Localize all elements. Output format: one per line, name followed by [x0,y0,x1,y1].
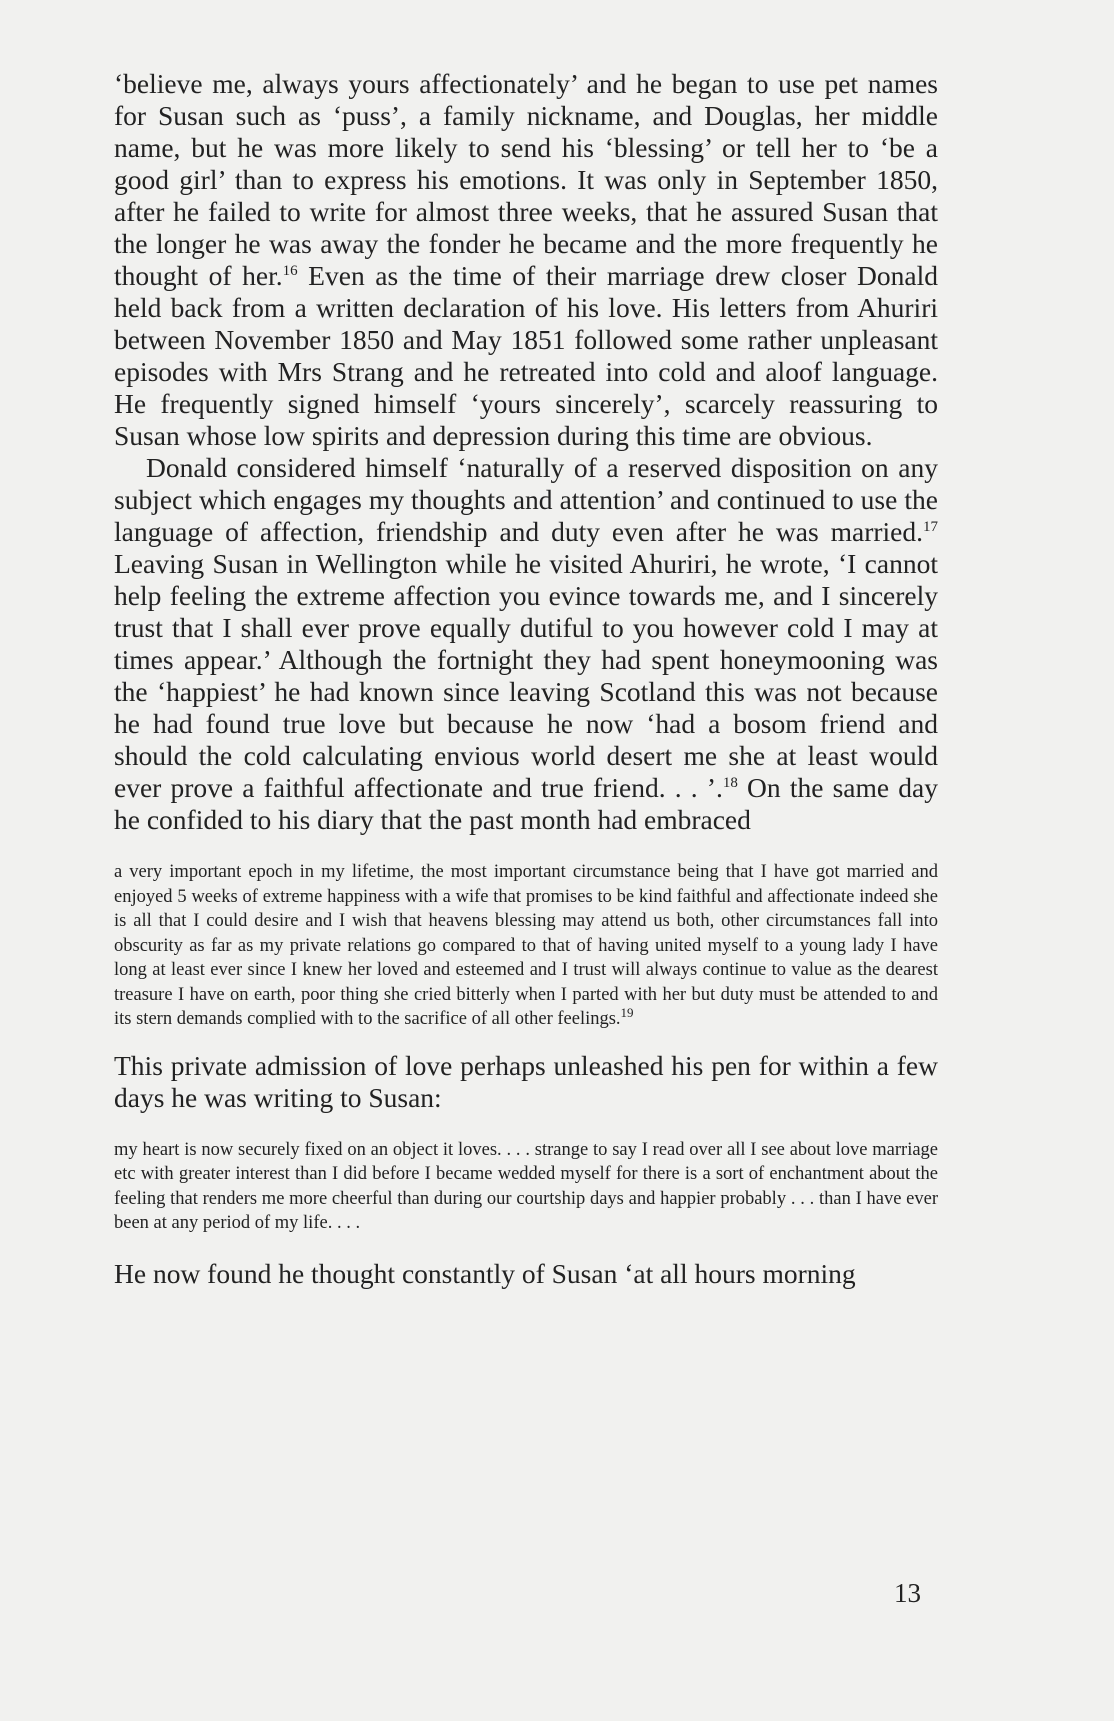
footnote-ref-16: 16 [282,262,298,279]
page-number: 13 [894,1578,921,1608]
block-quote-2: my heart is now securely fixed on an object it loves. . . . strange to say I read over all I see about love marriage etc with greater interest than I did before I became wedded myself for there is a sort of enchantment about the feeling that renders me more cheerful than during our courtship days and happier probably . . . than I have ever been at any period of my life. . . . [114,1139,938,1233]
paragraph-1-text-a: ‘believe me, always yours affectionately’ and he began to use pet names for Susan such as ‘puss’, a family nickname, and Douglas, her middle name, but he was more likely to send his ‘blessing’ or tell her to ‘be a good girl’ than to express his emotions. It was only in September 1850, after he failed to write for almost three weeks, that he assured Susan that the longer he was away the fonder he became and the more frequently he thought of her. [114,68,938,291]
paragraph-3: This private admission of love perhaps unleashed his pen for within a few days he was writing to Susan: [114,1049,938,1113]
block-quote-1-text: a very important epoch in my lifetime, the most important circumstance being that I have got married and enjoyed 5 weeks of extreme happiness with a wife that promises to be kind faithful and affectionate indeed she is all that I could desire and I wish that heavens blessing may attend us both, other circumstances fall into obscurity as far as my private relations go compared to that of having united myself to a young lady I have long at least ever since I knew her loved and esteemed and I trust will always continue to value as the dearest treasure I have on earth, poor thing she cried bitterly when I parted with her but duty must be attended to and its stern demands complied with to the sacrifice of all other feelings. [114,862,938,1029]
footnote-ref-17: 17 [923,518,938,535]
paragraph-2-text-b: Leaving Susan in Wellington while he visited Ahuriri, he wrote, ‘I cannot help feeling the extreme affection you evince towards me, and I sincerely trust that I shall ever prove equally dutiful to you however cold I may at times appear.’ Although the fortnight they had spent honeymooning was the ‘happiest’ he had known since leaving Scotland this was not because he had found true love but because he now ‘had a bosom friend and should the cold calculating envious world desert me she at least would ever prove a faithful affectionate and true friend. . . ’. [114,548,938,803]
paragraph-2-text-c: On the same day he confided to his diary that the past month had embraced [114,772,938,835]
paragraph-4: He now found he thought constantly of Susan ‘at all hours morning [114,1257,856,1289]
paragraph-2 [114,452,938,836]
footnote-ref-18: 18 [722,774,738,791]
block-quote-1 [114,860,938,1032]
paragraph-1-text-b: Even as the time of their marriage drew closer Donald held back from a written declaration of his love. His letters from Ahuriri between November 1850 and May 1851 followed some rather unpleasant episodes with Mrs Strang and he retreated into cold and aloof language. He frequently signed himself ‘yours sincerely’, scarcely reassuring to Susan whose low spirits and depression during this time are obvious. [114,260,938,451]
paragraph-1 [114,68,938,452]
paragraph-2-text-a: Donald considered himself ‘naturally of a reserved disposition on any subject which engages my thoughts and attention’ and continued to use the language of affection, friendship and duty even after he was married. [114,452,938,547]
page-text [114,68,938,1290]
footnote-ref-19: 19 [620,1004,634,1020]
